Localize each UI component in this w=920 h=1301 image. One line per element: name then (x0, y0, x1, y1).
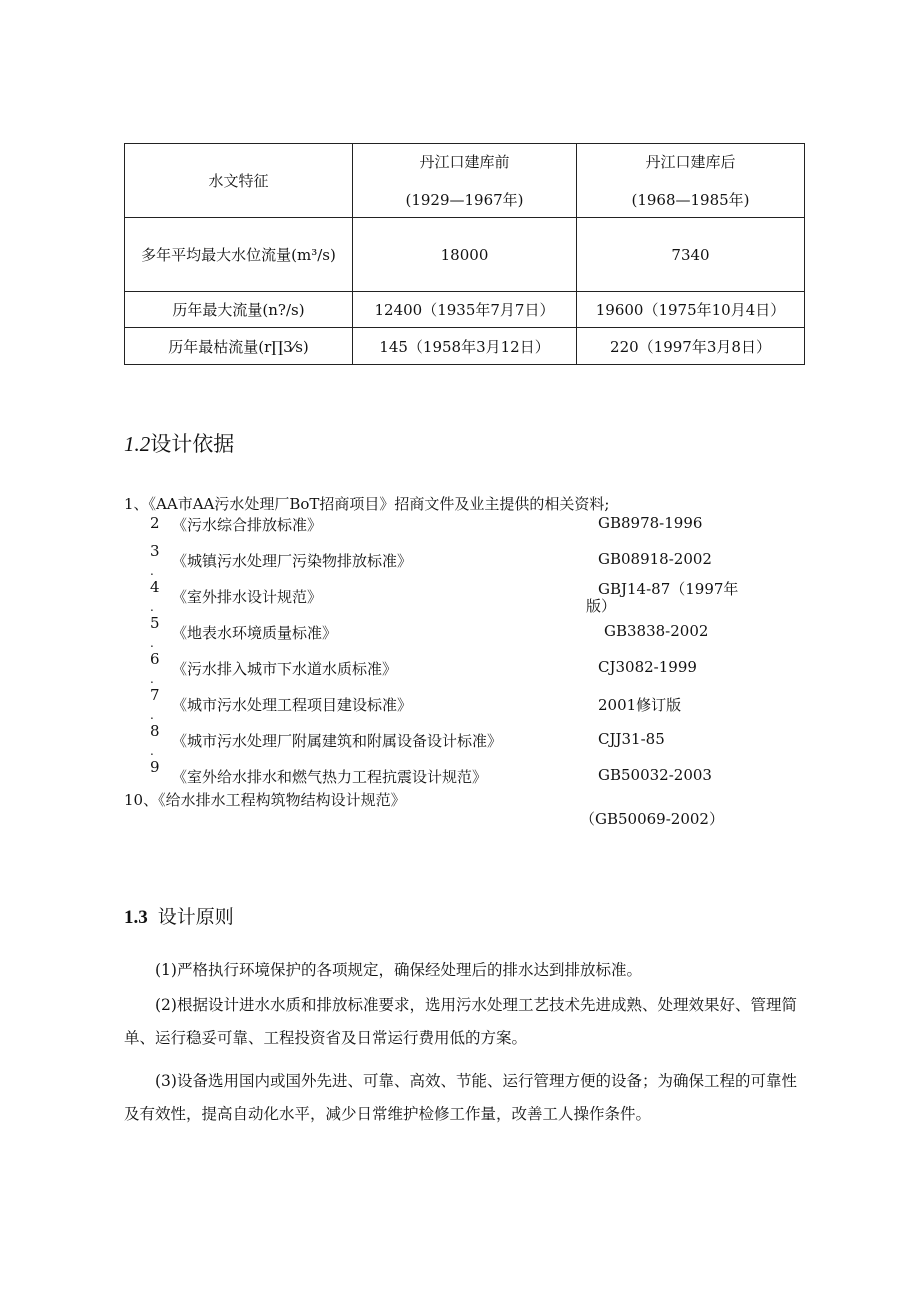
section-heading-design-principles (124, 902, 234, 929)
header-before-period: (1929—1967年) (405, 190, 524, 209)
reference-title: 《室外给水排水和燃气热力工程抗震设计规范》 (172, 768, 488, 786)
reference-number: 3 (150, 542, 160, 560)
section-number: 1.2 (124, 432, 151, 456)
principle-paragraph: (3)设备选用国内或国外先进、可靠、高效、节能、运行管理方便的设备；为确保工程的可靠性及有效性，提高自动化水平，减少日常维护检修工作量，改善工人操作条件。 (124, 1072, 797, 1123)
reference-code-continuation: 版） (586, 597, 617, 615)
header-after (577, 144, 805, 218)
reference-number: 7 (150, 686, 160, 704)
reference-dot: . (150, 636, 154, 650)
section-heading-design-basis (124, 428, 234, 458)
table-header-row (125, 144, 805, 218)
section-title: 设计依据 (150, 432, 235, 456)
reference-dot: . (150, 600, 154, 614)
reference-number: 4 (150, 578, 160, 596)
reference-number: 6 (150, 650, 160, 668)
row-label: 历年最枯流量(r∏3⁄s) (125, 328, 353, 365)
principle-paragraph: (2)根据设计进水水质和排放标准要求，选用污水处理工艺技术先进成熟、处理效果好、管理简单、运行稳妥可靠、工程投资省及日常运行费用低的方案。 (124, 996, 797, 1047)
row-after: 220（1997年3月8日） (577, 328, 805, 365)
header-after-period: (1968—1985年) (631, 190, 750, 209)
reference-item-10-code: （GB50069-2002） (580, 810, 724, 828)
header-after-title: 丹江口建库后 (645, 152, 736, 171)
reference-dot: . (150, 564, 154, 578)
reference-number: 2 (150, 514, 160, 532)
reference-code: GB50032-2003 (598, 766, 712, 784)
row-before: 18000 (353, 218, 577, 292)
reference-title: 《城市污水处理厂附属建筑和附属设备设计标准》 (172, 732, 503, 750)
reference-number: 9 (150, 758, 160, 776)
reference-title: 《地表水环境质量标准》 (172, 624, 338, 642)
reference-code: GB8978-1996 (598, 514, 703, 532)
reference-title: 《污水排入城市下水道水质标准》 (172, 660, 398, 678)
reference-code: CJ3082-1999 (598, 658, 697, 676)
reference-code: GB08918-2002 (598, 550, 712, 568)
table-row (125, 292, 805, 328)
reference-title: 《室外排水设计规范》 (172, 588, 323, 606)
row-after: 19600（1975年10月4日） (577, 292, 805, 328)
reference-title: 《城市污水处理工程项目建设标准》 (172, 696, 413, 714)
table-row (125, 218, 805, 292)
principle-paragraph: (1)严格执行环境保护的各项规定，确保经处理后的排水达到排放标准。 (155, 961, 642, 979)
reference-number: 8 (150, 722, 160, 740)
table-row (125, 328, 805, 365)
row-before: 145（1958年3月12日） (353, 328, 577, 365)
reference-item-1: 1、《AA市AA污水处理厂BoT招商项目》招商文件及业主提供的相关资料; (124, 495, 610, 513)
header-feature-label: 水文特征 (208, 172, 269, 190)
reference-dot: . (150, 744, 154, 758)
reference-title: 《城镇污水处理厂污染物排放标准》 (172, 552, 413, 570)
reference-code: CJJ31-85 (598, 730, 665, 748)
reference-dot: . (150, 672, 154, 686)
section-number: 1.3 (124, 907, 148, 928)
hydrology-table (124, 143, 805, 365)
row-after: 7340 (577, 218, 805, 292)
reference-item-10: 10、《给水排水工程构筑物结构设计规范》 (124, 791, 406, 809)
header-feature (125, 144, 353, 218)
row-label: 多年平均最大水位流量(m³/s) (125, 218, 353, 292)
reference-code: GB3838-2002 (604, 622, 709, 640)
header-before (353, 144, 577, 218)
row-label: 历年最大流量(n?/s) (125, 292, 353, 328)
section-title: 设计原则 (157, 906, 234, 928)
reference-title: 《污水综合排放标准》 (172, 516, 323, 534)
reference-code: 2001修订版 (598, 696, 682, 714)
header-before-title: 丹江口建库前 (419, 152, 510, 171)
reference-number: 5 (150, 614, 160, 632)
row-before: 12400（1935年7月7日） (353, 292, 577, 328)
reference-dot: . (150, 708, 154, 722)
reference-code: GBJ14-87（1997年 (598, 580, 739, 598)
